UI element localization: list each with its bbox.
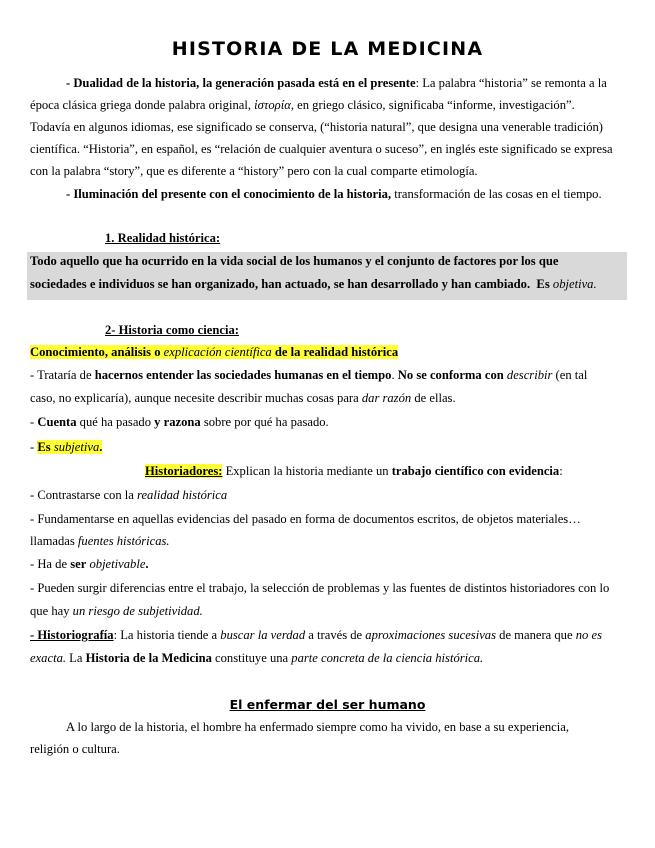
paragraph-dualidad-line-2: época clásica griega donde palabra original, ἱστορία, en griego clásico, significaba “informe, investigación”. bbox=[30, 98, 575, 112]
paragraph-dualidad-line-5: con la palabra “story”, que es diferente a “history” pero con la cual comparte etimología. bbox=[30, 164, 478, 178]
historiadores-item-2-line-1: - Fundamentarse en aquellas evidencias del pasado en forma de documentos escritos, de objetos materiales… bbox=[30, 512, 581, 526]
yellow-highlight: Conocimiento, análisis o explicación científica de la realidad histórica bbox=[30, 345, 399, 359]
historiografia-line-2: exacta. La Historia de la Medicina constituye una parte concreta de la ciencia histórica. bbox=[30, 651, 484, 665]
historiadores-line: Historiadores: Explican la historia mediante un trabajo científico con evidencia: bbox=[145, 464, 563, 478]
ciencia-bullet-1-line-1: - Trataría de hacernos entender las sociedades humanas en el tiempo. No se conforma con describir (en tal bbox=[30, 368, 588, 382]
realidad-definition-line-2: sociedades e individuos se han organizado, han actuado, se han desarrollado y han cambiado. Es objetiva. bbox=[30, 277, 597, 291]
enfermar-line-1: A lo largo de la historia, el hombre ha enfermado siempre como ha vivido, en base a su experiencia, bbox=[66, 720, 569, 734]
enfermar-heading: El enfermar del ser humano bbox=[229, 697, 426, 712]
historiadores-item-4-line-1: - Pueden surgir diferencias entre el trabajo, la selección de problemas y las fuentes de distintos historiadores con lo bbox=[30, 581, 610, 595]
iluminacion-heading: - Iluminación del presente con el conocimiento de la historia, bbox=[66, 187, 392, 201]
section-1-heading: 1. Realidad histórica: bbox=[105, 231, 221, 245]
realidad-definition-line-1: Todo aquello que ha ocurrido en la vida social de los humanos y el conjunto de factores por los que bbox=[30, 254, 559, 268]
section-2-heading: 2- Historia como ciencia: bbox=[105, 323, 239, 337]
yellow-highlight: Historiadores: bbox=[145, 464, 223, 478]
historiadores-item-4-line-2: que hay un riesgo de subjetividad. bbox=[30, 604, 203, 618]
ciencia-definition bbox=[30, 344, 398, 360]
paragraph-iluminacion: - Iluminación del presente con el conocimiento de la historia, transformación de las cosas en el tiempo. bbox=[66, 187, 602, 201]
paragraph-dualidad-line-1: - Dualidad de la historia, la generación pasada está en el presente: La palabra “historia” se remonta a la bbox=[66, 76, 607, 90]
historiografia-line-1: - Historiografía: La historia tiende a buscar la verdad a través de aproximaciones sucesivas de manera que no es bbox=[30, 628, 602, 642]
historiadores-item-2-line-2: llamadas fuentes históricas. bbox=[30, 534, 170, 548]
objetiva-term: objetiva. bbox=[552, 277, 597, 291]
paragraph-dualidad-line-3: Todavía en algunos idiomas, ese significado se conserva, (“historia natural”, que designa una venerable tradición) bbox=[30, 120, 603, 134]
historiadores-item-1: - Contrastarse con la realidad histórica bbox=[30, 488, 228, 502]
yellow-highlight: Es subjetiva. bbox=[37, 440, 103, 454]
ciencia-bullet-2: - Cuenta qué ha pasado y razona sobre por qué ha pasado. bbox=[30, 415, 329, 429]
page-title: HISTORIA DE LA MEDICINA bbox=[171, 38, 484, 60]
dualidad-heading: - Dualidad de la historia, la generación pasada está en el presente bbox=[66, 76, 416, 90]
historiadores-item-3: - Ha de ser objetivable. bbox=[30, 557, 149, 571]
enfermar-line-2: religión o cultura. bbox=[30, 742, 120, 756]
paragraph-dualidad-line-4: científica. “Historia”, en español, es “relación de cualquier aventura o suceso”, en inglés este significado se expresa bbox=[30, 142, 613, 156]
ciencia-bullet-1-line-2: caso, no explicaría), aunque necesite describir muchas cosas para dar razón de ellas. bbox=[30, 391, 456, 405]
ciencia-bullet-3: - Es subjetiva. bbox=[30, 440, 103, 454]
greek-word: ἱστορία bbox=[254, 98, 291, 112]
